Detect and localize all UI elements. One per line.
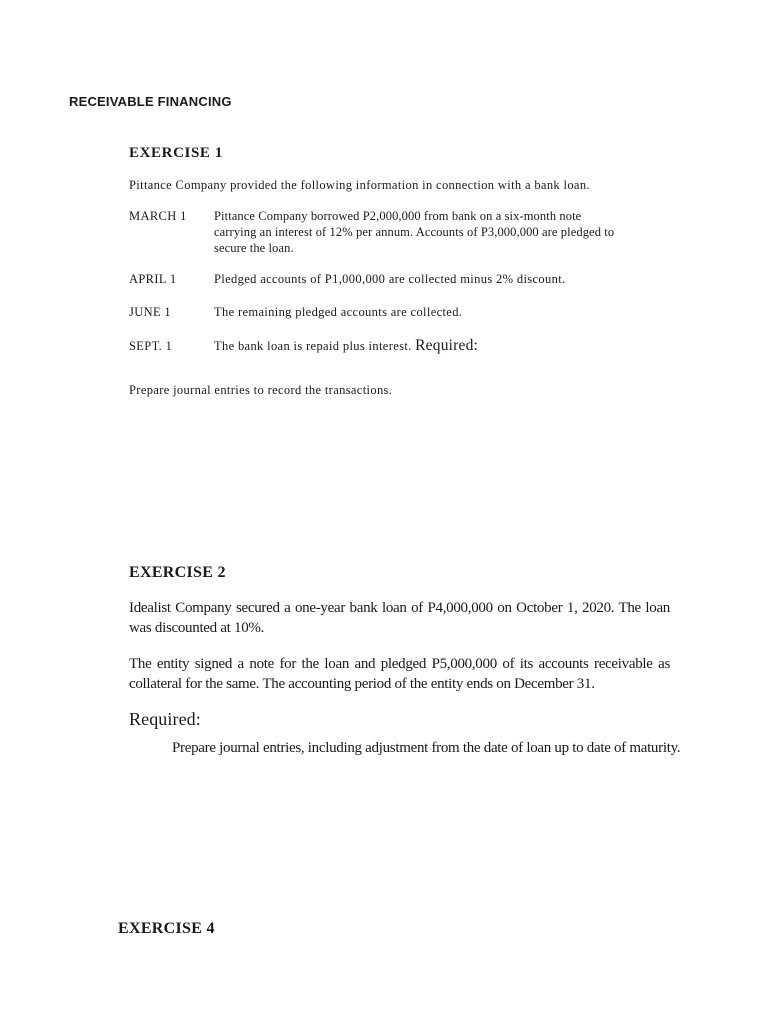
transaction-description	[214, 208, 689, 256]
exercise-2-instruction: Prepare journal entries, including adjustment from the date of loan up to date of maturity.	[172, 740, 681, 756]
cut-off-exercise-title	[118, 917, 215, 937]
transaction-description	[214, 338, 689, 354]
transaction-date: MARCH 1	[129, 209, 187, 223]
exercise-1-instruction: Prepare journal entries to record the transactions.	[129, 383, 393, 397]
transaction-date: JUNE 1	[129, 305, 172, 319]
required-label: Required:	[129, 709, 201, 729]
description-line: Pittance Company borrowed P2,000,000 from bank on a six-month note	[214, 209, 582, 223]
cut-off-title-text: EXERCISE 4	[118, 920, 215, 937]
transaction-description: The remaining pledged accounts are collected.	[214, 305, 463, 319]
transaction-text: The bank loan is repaid plus interest.	[214, 339, 412, 353]
transaction-description: Pledged accounts of P1,000,000 are collected minus 2% discount.	[214, 272, 566, 286]
required-label-inline: Required:	[415, 337, 479, 354]
exercise-2-title: EXERCISE 2	[129, 564, 226, 581]
description-line: secure the loan.	[214, 241, 294, 255]
exercise-1-intro: Pittance Company provided the following information in connection with a bank loan.	[129, 178, 590, 192]
exercise-2-paragraph: Idealist Company secured a one-year bank loan of P4,000,000 on October 1, 2020. The loan was discounted at 10%.	[129, 600, 670, 636]
description-line: carrying an interest of 12% per annum. Accounts of P3,000,000 are pledged to	[214, 225, 615, 239]
transaction-date: APRIL 1	[129, 272, 177, 286]
document-heading: RECEIVABLE FINANCING	[69, 94, 232, 109]
exercise-1-title: EXERCISE 1	[129, 145, 223, 161]
exercise-2-paragraph: The entity signed a note for the loan and pledged P5,000,000 of its accounts receivable as collateral for the same. The accounting period of the entity ends on December 31.	[129, 656, 670, 692]
transaction-date: SEPT. 1	[129, 339, 173, 353]
